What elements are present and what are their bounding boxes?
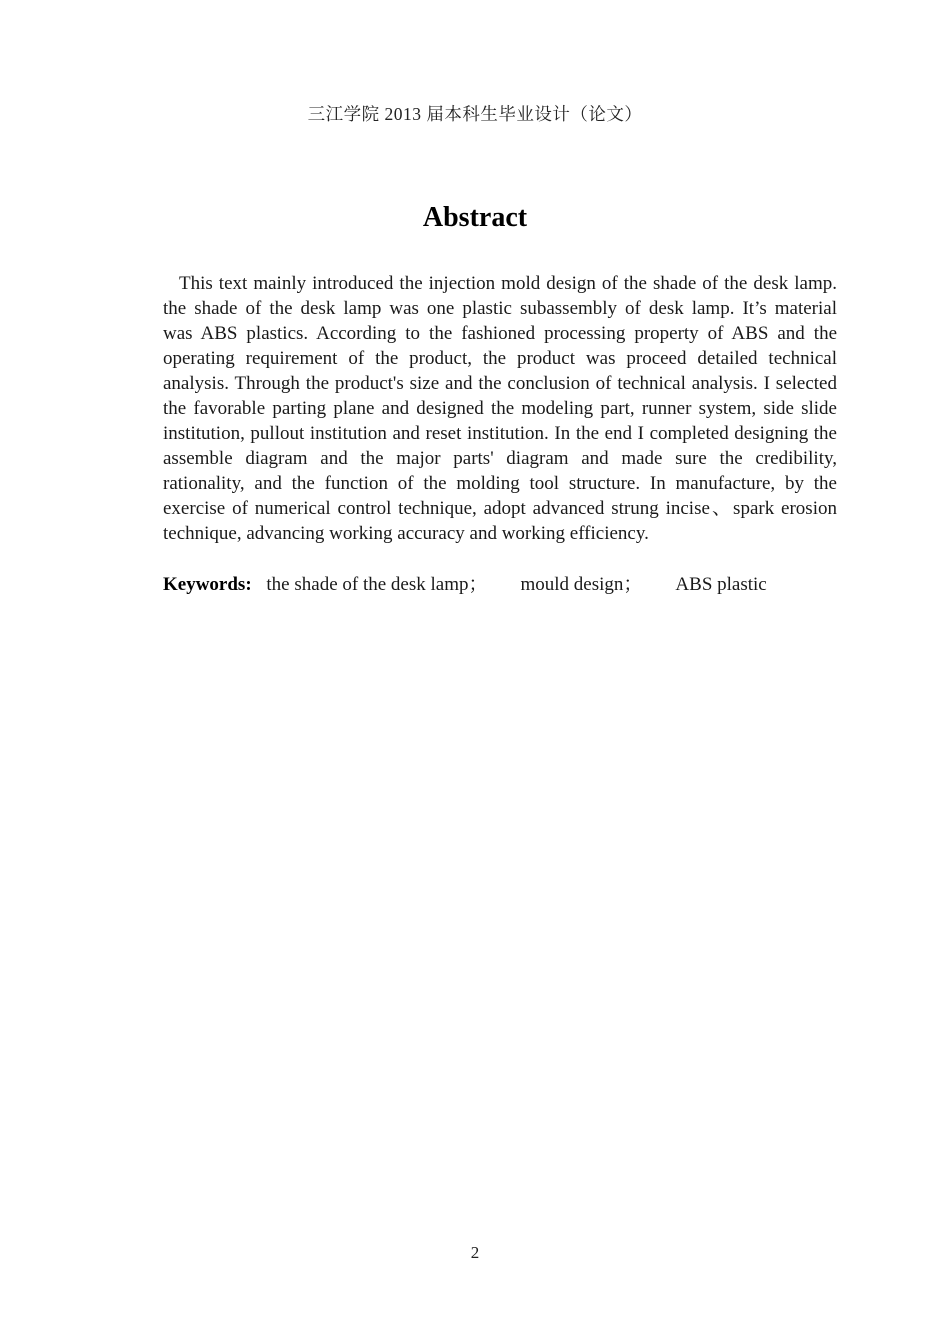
body-line: operating requirement of the product, the product was proceed detailed technical: [163, 348, 837, 369]
body-line: rationality, and the function of the molding tool structure. In manufacture, by the: [163, 473, 837, 494]
body-line: technique, advancing working accuracy and working efficiency.: [163, 523, 649, 544]
running-header: 三江学院 2013 届本科生毕业设计（论文）: [307, 104, 643, 124]
keywords-label: Keywords:: [163, 574, 252, 595]
body-line: institution, pullout institution and reset institution. In the end I completed designing the: [163, 423, 837, 444]
body-line: analysis. Through the product's size and the conclusion of technical analysis. I selected: [163, 373, 837, 394]
body-line: the favorable parting plane and designed the modeling part, runner system, side slide: [163, 398, 837, 419]
keyword-item: the shade of the desk lamp；: [266, 574, 488, 595]
body-line: exercise of numerical control technique, adopt advanced strung incise、spark erosion: [163, 498, 837, 519]
body-line: assemble diagram and the major parts' diagram and made sure the credibility,: [163, 448, 837, 469]
abstract-paragraph: [163, 271, 837, 546]
body-line: the shade of the desk lamp was one plastic subassembly of desk lamp. It’s material: [163, 298, 837, 319]
abstract-title: Abstract: [422, 202, 528, 233]
body-line: This text mainly introduced the injection mold design of the shade of the desk lamp.: [179, 273, 837, 294]
keyword-item: mould design；: [520, 574, 643, 595]
page-number: 2: [470, 1243, 480, 1262]
keyword-item: ABS plastic: [675, 574, 767, 595]
keywords-line: [163, 572, 863, 597]
body-line: was ABS plastics. According to the fashioned processing property of ABS and the: [163, 323, 837, 344]
